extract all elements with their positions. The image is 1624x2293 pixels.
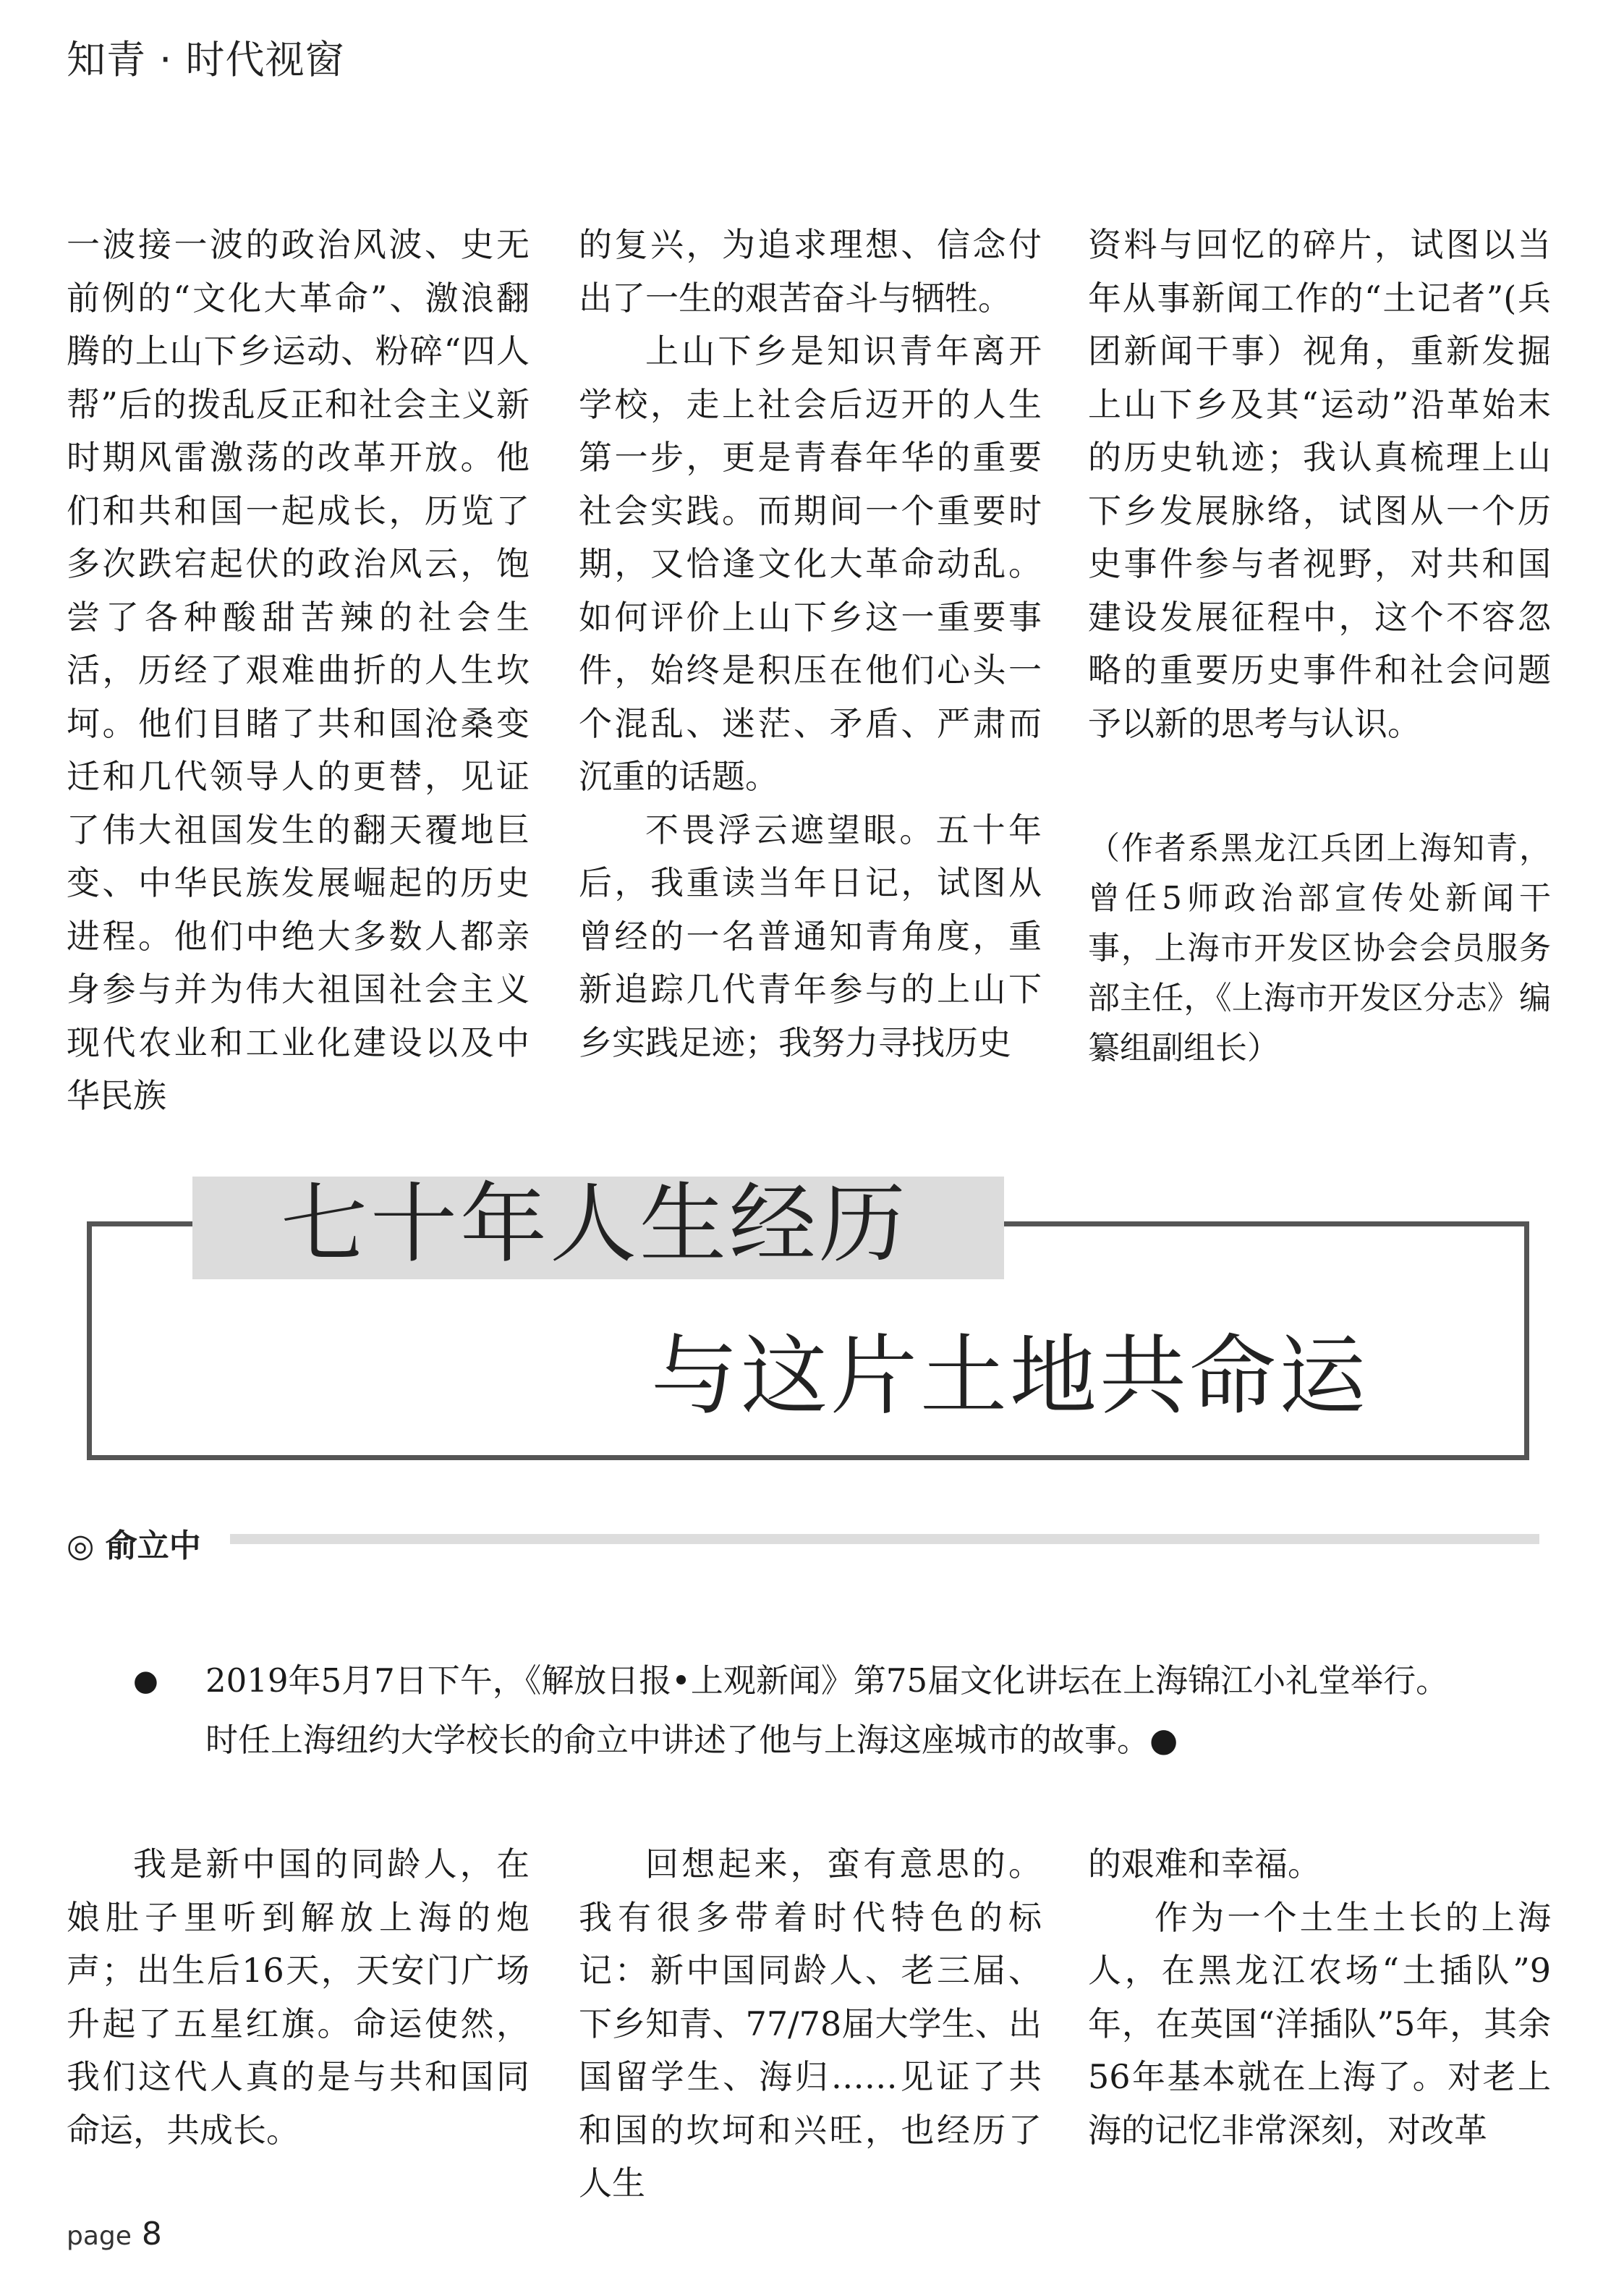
author-divider [230, 1534, 1539, 1544]
author-note: （作者系黑龙江兵团上海知青，曾任5师政治部宣传处新闻干事，上海市开发区协会会员服务部主任，《上海市开发区分志》编纂组副组长） [1088, 830, 1551, 1067]
top-column-1 [67, 219, 530, 1123]
intro-line: 2019年5月7日下午，《解放日报•上观新闻》第75届文化讲坛在上海锦江小礼堂举行。 [205, 1661, 1449, 1700]
top-column-3 [1088, 219, 1551, 750]
bullet-icon: ● [133, 1664, 158, 1698]
page-footer [67, 2216, 162, 2252]
section-header: 知青 · 时代视窗 [67, 37, 345, 82]
paragraph: 一波接一波的政治风波、史无前例的“文化大革命”、激浪翻腾的上山下乡运动、粉碎“四人帮”后的拨乱反正和社会主义新时期风雷激荡的改革开放。他们和共和国一起成长，历览了多次跌宕起伏的政治风云，饱尝了各种酸甜苦辣的社会生活，历经了艰难曲折的人生坎坷。他们目睹了共和国沧桑变迁和几代领导人的更替，见证了伟大祖国发生的翻天覆地巨变、中华民族发展崛起的历史进程。他们中绝大多数人都亲身参与并为伟大祖国社会主义现代农业和工业化建设以及中华民族 [67, 225, 530, 1115]
paragraph: 上山下乡是知识青年离开学校，走上社会后迈开的人生第一步，更是青春年华的重要社会实践。而期间一个重要时期，又恰逢文化大革命动乱。如何评价上山下乡这一重要事件，始终是积压在他们心头一个混乱、迷茫、矛盾、严肃而沉重的话题。 [579, 331, 1042, 796]
page-label: page [67, 2221, 132, 2251]
bottom-column-3 [1088, 1838, 1551, 2157]
top-column-2 [579, 219, 1042, 1069]
article-author: ◎ 俞立中 [67, 1527, 201, 1564]
article-title-line1: 七十年人生经历 [281, 1174, 909, 1275]
paragraph: 不畏浮云遮望眼。五十年后，我重读当年日记，试图从曾经的一名普通知青角度，重新追踪几代青年参与的上山下乡实践足迹；我努力寻找历史 [579, 810, 1042, 1062]
bottom-column-1 [67, 1838, 530, 2157]
bottom-column-2 [579, 1838, 1042, 2211]
paragraph: 回想起来，蛮有意思的。我有很多带着时代特色的标记：新中国同龄人、老三届、下乡知青、77/78届大学生、出国留学生、海归……见证了共和国的坎坷和兴旺，也经历了人生 [579, 1844, 1042, 2203]
article-title-line2: 与这片土地共命运 [651, 1326, 1369, 1427]
paragraph: 的艰难和幸福。 [1088, 1844, 1321, 1883]
page-number: 8 [141, 2216, 162, 2252]
paragraph: 作为一个土生土长的上海人，在黑龙江农场“土插队”9年，在英国“洋插队”5年，其余56年基本就在上海了。对老上海的记忆非常深刻，对改革 [1088, 1897, 1551, 2150]
article-intro [133, 1651, 1551, 1770]
paragraph: 的复兴，为追求理想、信念付出了一生的艰苦奋斗与牺牲。 [579, 225, 1042, 318]
intro-line: 时任上海纽约大学校长的俞立中讲述了他与上海这座城市的故事。● [205, 1721, 1178, 1759]
paragraph: 资料与回忆的碎片，试图以当年从事新闻工作的“土记者”(兵团新闻干事）视角，重新发掘上山下乡及其“运动”沿革始末的历史轨迹；我认真梳理上山下乡发展脉络，试图从一个历史事件参与者视野，对共和国建设发展征程中，这个不容忽略的重要历史事件和社会问题予以新的思考与认识。 [1088, 225, 1551, 743]
paragraph: 我是新中国的同龄人，在娘肚子里听到解放上海的炮声；出生后16天，天安门广场升起了五星红旗。命运使然，我们这代人真的是与共和国同命运，共成长。 [67, 1844, 530, 2150]
